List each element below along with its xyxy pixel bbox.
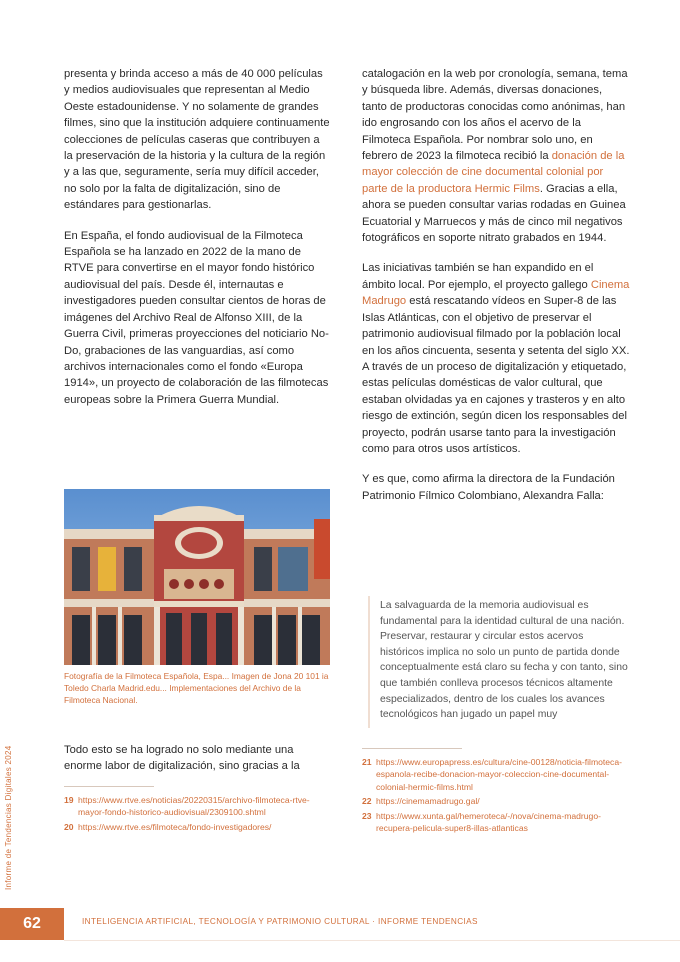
footnote-link[interactable]: https://www.rtve.es/filmoteca/fondo-investigadores/ bbox=[78, 821, 272, 832]
hermic-films-link[interactable]: donación de la mayor colección de cine documental colonial por parte de la productora Hermic Films bbox=[362, 150, 625, 195]
footnote-number: 20 bbox=[64, 821, 74, 832]
left-paragraph-3: Todo esto se ha logrado no solo mediante una enorme labor de digitalización, sino gracias a la bbox=[64, 744, 300, 773]
footer-running-title: INTELIGENCIA ARTIFICIAL, TECNOLOGÍA Y PATRIMONIO CULTURAL · INFORME TENDENCIAS bbox=[82, 917, 478, 926]
right-paragraph-1 bbox=[362, 66, 630, 246]
footer-divider bbox=[64, 940, 680, 941]
text-run: . Gracias a ella, ahora se pueden consultar varias rodadas en Guinea Ecuatorial y Marruecos y más de cinco mil negativos fotográficos en soporte nitrato grabados en 1944. bbox=[362, 182, 626, 245]
left-paragraph-1: presenta y brinda acceso a más de 40 000 películas y medios audiovisuales que representan al Medio Oeste estadounidense. Y no solamente de grandes filmes, sino que la institución adquiere continuamente colecciones de películas caseras que contribuyen a la preservación de la historia y la cultura de la región y a las que, seguramente, sería muy difícil acceder, no solo por la falta de digitalización, sino de estándares para gestionarlas. bbox=[64, 68, 330, 212]
footnote-divider-left bbox=[64, 786, 154, 787]
footnotes-left bbox=[64, 794, 330, 835]
footnote-number: 19 bbox=[64, 795, 74, 805]
right-paragraph-3: Y es que, como afirma la directora de la Fundación Patrimonio Fílmico Colombiano, Alexandra Falla: bbox=[362, 473, 615, 502]
footnote-link[interactable]: https://www.europapress.es/cultura/cine-00128/noticia-filmoteca-espanola-recibe-donacion-mayor-coleccion-cine-documental-colonial-hermic-films.html bbox=[376, 757, 622, 792]
left-paragraph-2: En España, el fondo audiovisual de la Filmoteca Española se ha lanzado en 2022 de la mano de RTVE para convertirse en el mayor fondo histórico audiovisual del país. Desde él, internautas e investigadores pueden consultar cientos de horas de imágenes del Archivo Real de Alfonso XIII, de la Guerra Civil, primeras proyecciones del noticiario No-Do, grabaciones de las vanguardias, así como archivos internacionales como el fondo «Europa 1914», un proyecto de colaboración de las filmotecas europeas sobre la Primera Guerra Mundial. bbox=[64, 229, 329, 406]
footnotes-right bbox=[362, 756, 630, 836]
block-quote: La salvaguarda de la memoria audiovisual es fundamental para la identidad cultural de una nación. Preservar, restaurar y circular estos acervos históricos implica no solo un punto de partida donde conceptualmente está claro su fecha y con tanto, sino que también conlleva procesos técnicos altamente especializados, dentro de los cuales los avances tecnológicos han jugado un papel muy bbox=[380, 600, 628, 721]
building-facade-photo bbox=[64, 489, 330, 665]
footnote-21 bbox=[362, 756, 630, 793]
footnote-19 bbox=[64, 794, 330, 819]
footnote-number: 23 bbox=[362, 810, 372, 821]
footnote-link[interactable]: https://www.xunta.gal/hemeroteca/-/nova/cinema-madrugo-recupera-pelicula-super8-illas-atlanticas bbox=[376, 810, 601, 834]
page-number: 62 bbox=[23, 915, 41, 932]
footnote-link[interactable]: https://www.rtve.es/noticias/20220315/archivo-filmoteca-rtve-mayor-fondo-historico-audiovisual/2309100.shtml bbox=[78, 795, 310, 818]
text-run: Las iniciativas también se han expandido en el ámbito local. Por ejemplo, el proyecto gallego bbox=[362, 262, 594, 291]
footnote-number: 21 bbox=[362, 757, 372, 767]
text-run: está rescatando vídeos en Super-8 de las Islas Atlánticas, con el objetivo de preservar el patrimonio audiovisual filmado por la población local en los años cincuenta, sesenta y setenta del siglo XX. A través de un proceso de digitalización y etiquetado, estas películas domésticas de valor cultural, que estaban olvidadas ya en cajones y trasteros y en alto riesgo de extinción, según dicen los responsables del proyecto, podrán usarse tanto para la investigación como para otros usos artísticos. bbox=[362, 295, 630, 455]
right-paragraph-2 bbox=[362, 260, 630, 457]
footnote-22 bbox=[362, 795, 630, 807]
footnote-number: 22 bbox=[362, 796, 372, 807]
cinema-madrugo-link[interactable]: Cinema Madrugo bbox=[362, 278, 630, 308]
photo-caption: Fotografía de la Filmoteca Española, Espa... Imagen de Jona 20 101 ia Toledo Charla Madrid.edu... Implementaciones del Archivo de la Filmoteca Nacional. bbox=[64, 671, 329, 705]
left-column bbox=[64, 66, 330, 422]
footnote-20 bbox=[64, 821, 330, 833]
footnote-23 bbox=[362, 810, 630, 835]
right-column bbox=[362, 66, 630, 518]
text-run: catalogación en la web por cronología, semana, tema y búsqueda libre. Además, diversas donaciones, tanto de productoras conocidas como anónimas, han ido engrosando con los años el acervo de la Filmoteca Española. Por nombrar solo uno, en febrero de 2023 la filmoteca recibió la bbox=[362, 68, 628, 163]
footnote-link[interactable]: https://cinemamadrugo.gal/ bbox=[376, 796, 480, 807]
footnote-divider-right bbox=[362, 748, 462, 749]
side-running-title: Informe de Tendencias Digitales 2024 bbox=[4, 745, 13, 890]
filmoteca-building-photo bbox=[64, 489, 330, 665]
quote-accent-bar bbox=[368, 596, 370, 728]
